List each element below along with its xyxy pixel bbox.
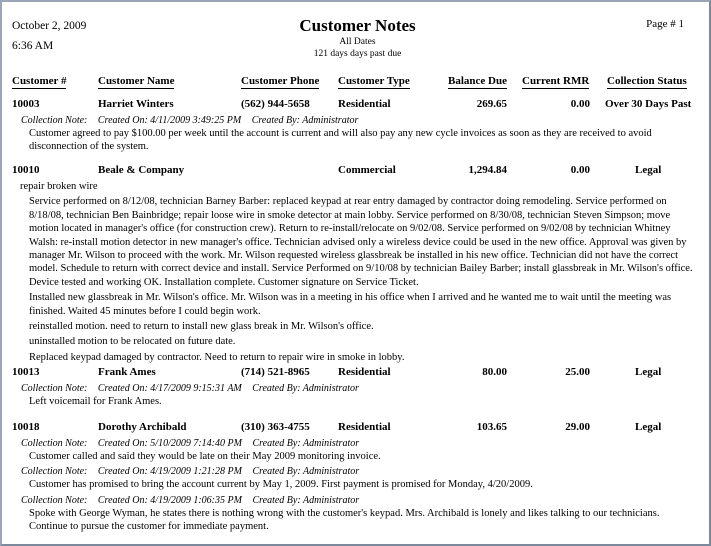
note-created-on: Created On: 4/11/2009 3:49:25 PM bbox=[97, 115, 242, 126]
note-body bbox=[2, 507, 702, 534]
collection-status: Legal bbox=[635, 164, 662, 176]
report-title: Customer Notes bbox=[299, 16, 416, 35]
note-body bbox=[2, 127, 702, 154]
page-number: Page # 1 bbox=[646, 18, 684, 30]
note-label: Collection Note: bbox=[21, 115, 88, 126]
customer-name: Beale & Company bbox=[98, 164, 185, 176]
note-created-on: Created On: 5/10/2009 7:14:40 PM bbox=[97, 438, 242, 449]
collection-note-header bbox=[2, 465, 711, 478]
collection-note-header bbox=[2, 437, 711, 450]
customer-id: 10003 bbox=[12, 98, 40, 110]
note-label: Collection Note: bbox=[21, 466, 88, 478]
note-created-on: Created On: 4/17/2009 9:15:31 AM bbox=[97, 383, 242, 394]
col-balance-due: Balance Due bbox=[448, 75, 507, 87]
note-text: Service performed on 8/12/08, technician Barney Barber: replaced keypad at rear entry damaged by contractor doing remodeling. Service performed on 8/18/08, technician Ben Bainbridge; repair loose wire in smoke detector at main lobby. Service performed on 8/30/08, technician Steven Simpson; move motion located in manager's office (for construction crew). Return to re-install/relocate on 9/02/08. Service performed on 9/02/08 by technician Whitney Walsh: re-install motion detector in new manager's office. Technician advised only a wireless device could be used in the new office. Approval was given by manager Mr. Wilson to proceed with the work. Mr. Wilson requested wireless glassbreak be installed in his new office. Technician did not have the correct model. Schedule to return with correct device and install. Service Performed on 9/10/08 by technician Bailey Barber; install glassbreak in Mr. Wilson's office. Device tested and working OK. Installation complete. Customer signature on Service Ticket. bbox=[29, 196, 693, 288]
note-text: Spoke with George Wyman, he states there is nothing wrong with the customer's keypad. Mrs. Archibald is lonely and likes talking to our technicians. Continue to pursue the customer for immediate payment. bbox=[29, 507, 660, 533]
customer-row bbox=[2, 366, 711, 382]
customer-name: Frank Ames bbox=[98, 366, 156, 378]
collection-status: Legal bbox=[635, 366, 662, 378]
collection-status: Legal bbox=[635, 421, 662, 433]
note-created-by: Created By: Administrator bbox=[251, 115, 359, 126]
note-text: Installed new glassbreak in Mr. Wilson's office. Mr. Wilson was in a meeting in his office when I arrived and he wanted me to wait until the meeting was finished. Waited 45 minutes before I could begin work. bbox=[29, 292, 672, 317]
note-label: Collection Note: bbox=[21, 438, 88, 449]
col-current-rmr: Current RMR bbox=[522, 75, 590, 87]
balance-due: 103.65 bbox=[476, 421, 507, 433]
customer-name: Dorothy Archibald bbox=[98, 421, 187, 433]
customer-row bbox=[2, 164, 711, 180]
current-rmr: 25.00 bbox=[565, 366, 590, 378]
note-body bbox=[2, 395, 702, 408]
note-created-by: Created By: Administrator bbox=[252, 438, 360, 449]
customer-name: Harriet Winters bbox=[98, 98, 174, 110]
current-rmr: 29.00 bbox=[565, 421, 590, 433]
customer-record bbox=[2, 366, 711, 410]
note-text: reinstalled motion. need to return to install new glass break in Mr. Wilson's office. bbox=[29, 321, 374, 333]
col-customer-no: Customer # bbox=[12, 75, 67, 87]
customer-id: 10018 bbox=[12, 421, 40, 433]
report-date: October 2, 2009 bbox=[12, 20, 87, 32]
current-rmr: 0.00 bbox=[570, 164, 590, 176]
report-subtitle-dates: All Dates bbox=[339, 37, 376, 47]
note-body bbox=[2, 450, 702, 463]
col-customer-type: Customer Type bbox=[338, 75, 410, 87]
note-label: Collection Note: bbox=[21, 494, 88, 506]
customer-type: Residential bbox=[338, 421, 391, 433]
note-created-by: Created By: Administrator bbox=[252, 466, 360, 478]
balance-due: 80.00 bbox=[482, 366, 507, 378]
note-body bbox=[2, 478, 702, 491]
collection-note-header bbox=[2, 494, 711, 507]
customer-id: 10010 bbox=[12, 164, 40, 176]
note-text: Customer called and said they would be late on their May 2009 monitoring invoice. bbox=[29, 451, 381, 462]
note-text: Customer agreed to pay $100.00 per week until the account is current and will also pay any new cycle invoices as soon as they are received to avoid disconnection of the system. bbox=[29, 128, 652, 153]
customer-phone: (714) 521-8965 bbox=[241, 366, 310, 378]
note-label: Collection Note: bbox=[21, 383, 88, 394]
note-body bbox=[2, 180, 702, 193]
balance-due: 269.65 bbox=[476, 98, 507, 110]
note-created-by: Created By: Administrator bbox=[252, 494, 360, 506]
note-created-on: Created On: 4/19/2009 1:06:35 PM bbox=[97, 494, 242, 506]
note-text: Replaced keypad damaged by contractor. Need to return to repair wire in smoke in lobby. bbox=[29, 351, 405, 363]
customer-row bbox=[2, 421, 711, 437]
report-subtitle-pastdue: 121 days days past due bbox=[313, 49, 402, 59]
customer-type: Residential bbox=[338, 98, 391, 110]
report-time: 6:36 AM bbox=[12, 40, 54, 52]
customer-id: 10013 bbox=[12, 366, 40, 378]
note-text: Customer has promised to bring the account current by May 1, 2009. First payment is promised for Monday, 4/20/2009. bbox=[29, 479, 533, 491]
note-created-by: Created By: Administrator bbox=[252, 383, 359, 394]
customer-phone: (310) 363-4755 bbox=[241, 421, 310, 433]
col-customer-phone: Customer Phone bbox=[241, 75, 320, 87]
collection-note-header bbox=[2, 382, 711, 395]
balance-due: 1,294.84 bbox=[468, 164, 507, 176]
col-customer-name: Customer Name bbox=[98, 75, 175, 87]
col-collection-status: Collection Status bbox=[607, 75, 687, 87]
collection-note-header bbox=[2, 114, 711, 127]
customer-row bbox=[2, 98, 711, 114]
customer-type: Commercial bbox=[338, 164, 396, 176]
note-text: repair broken wire bbox=[20, 181, 98, 192]
customer-record bbox=[2, 98, 711, 156]
note-text: Left voicemail for Frank Ames. bbox=[29, 396, 162, 407]
customer-record bbox=[2, 421, 711, 536]
note-body bbox=[2, 195, 702, 364]
note-text: uninstalled motion to be relocated on future date. bbox=[29, 336, 236, 348]
customer-record bbox=[2, 164, 711, 366]
report-header bbox=[2, 16, 711, 60]
note-created-on: Created On: 4/19/2009 1:21:28 PM bbox=[97, 466, 242, 478]
current-rmr: 0.00 bbox=[570, 98, 590, 110]
collection-status: Over 30 Days Past bbox=[605, 98, 692, 110]
customer-phone: (562) 944-5658 bbox=[241, 98, 310, 110]
customer-type: Residential bbox=[338, 366, 391, 378]
